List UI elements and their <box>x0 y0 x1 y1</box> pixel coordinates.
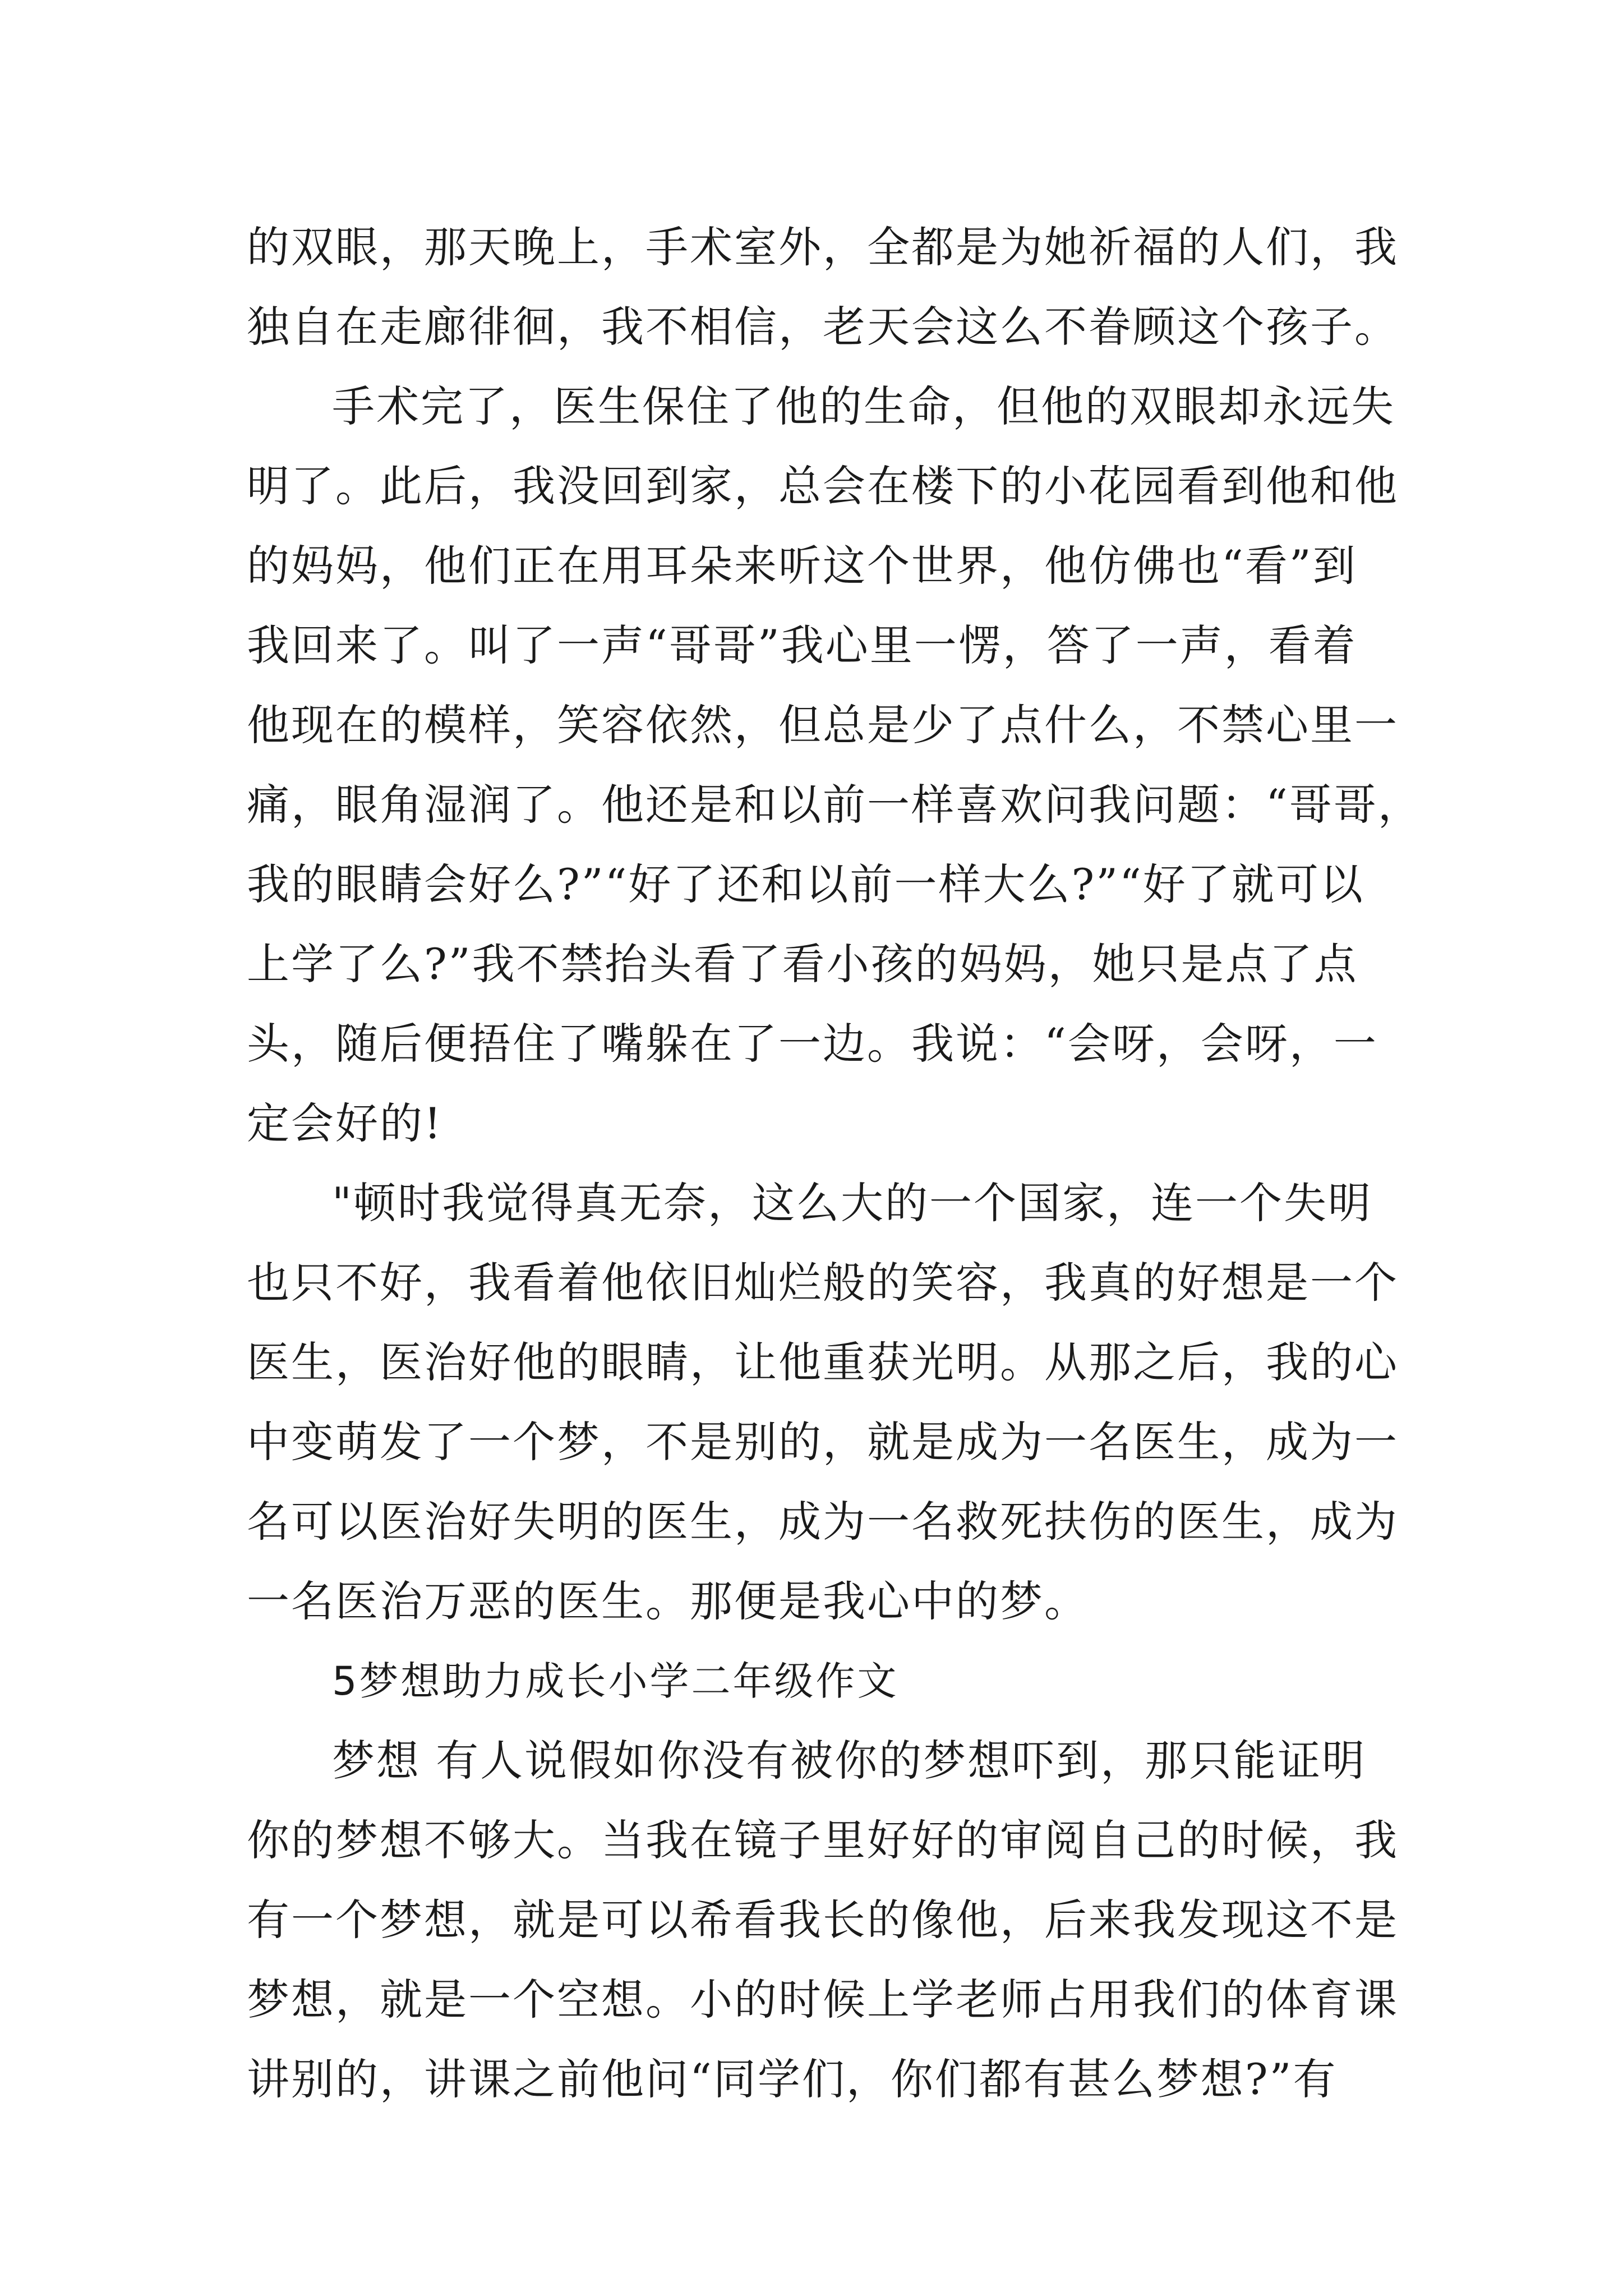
text-line: 他现在的模样，笑容依然，但总是少了点什么，不禁心里一 <box>247 700 1399 750</box>
text-line: 医生，医治好他的眼睛，让他重获光明。从那之后，我的心 <box>247 1337 1399 1387</box>
paragraph-start-line: "顿时我觉得真无奈，这么大的一个国家，连一个失明 <box>332 1178 1372 1228</box>
text-line: 独自在走廊徘徊，我不相信，老天会这么不眷顾这个孩子。 <box>247 302 1399 352</box>
body-text <box>247 208 1422 2119</box>
text-line: 一名医治万恶的医生。那便是我心中的梦。 <box>247 1576 1089 1626</box>
text-line: 上学了么?”我不禁抬头看了看小孩的妈妈，她只是点了点 <box>247 939 1358 989</box>
text-line: 我回来了。叫了一声“哥哥”我心里一愣，答了一声，看着 <box>247 620 1357 670</box>
text-line: 梦想，就是一个空想。小的时候上学老师占用我们的体育课 <box>247 1975 1399 2024</box>
text-line: 我的眼睛会好么?”“好了还和以前一样大么?”“好了就可以 <box>247 859 1364 909</box>
text-line: 的妈妈，他们正在用耳朵来听这个世界，他仿佛也“看”到 <box>247 541 1357 591</box>
text-line: 头，随后便捂住了嘴躲在了一边。我说：“会呀，会呀，一 <box>247 1019 1378 1069</box>
text-line: 也只不好，我看着他依旧灿烂般的笑容，我真的好想是一个 <box>247 1258 1399 1308</box>
text-line: 的双眼，那天晚上，手术室外，全都是为她祈福的人们，我 <box>247 222 1399 272</box>
text-line: 有一个梦想，就是可以希看我长的像他，后来我发现这不是 <box>247 1895 1399 1945</box>
text-line: 名可以医治好失明的医生，成为一名救死扶伤的医生，成为 <box>247 1497 1399 1547</box>
section-heading: 5梦想助力成长小学二年级作文 <box>332 1658 899 1704</box>
text-line: 你的梦想不够大。当我在镜子里好好的审阅自己的时候，我 <box>247 1815 1399 1865</box>
text-line: 明了。此后，我没回到家，总会在楼下的小花园看到他和他 <box>247 461 1399 511</box>
text-line: 定会好的! <box>247 1098 443 1148</box>
text-line: 痛，眼角湿润了。他还是和以前一样喜欢问我问题：“哥哥， <box>247 780 1422 830</box>
paragraph-start-line: 手术完了，医生保住了他的生命，但他的双眼却永远失 <box>332 381 1395 431</box>
paragraph-start-line: 梦想 有人说假如你没有被你的梦想吓到，那只能证明 <box>332 1736 1367 1786</box>
text-line: 中变萌发了一个梦，不是别的，就是成为一名医生，成为一 <box>247 1417 1399 1467</box>
text-line: 讲别的，讲课之前他问“同学们，你们都有甚么梦想?”有 <box>247 2054 1338 2104</box>
